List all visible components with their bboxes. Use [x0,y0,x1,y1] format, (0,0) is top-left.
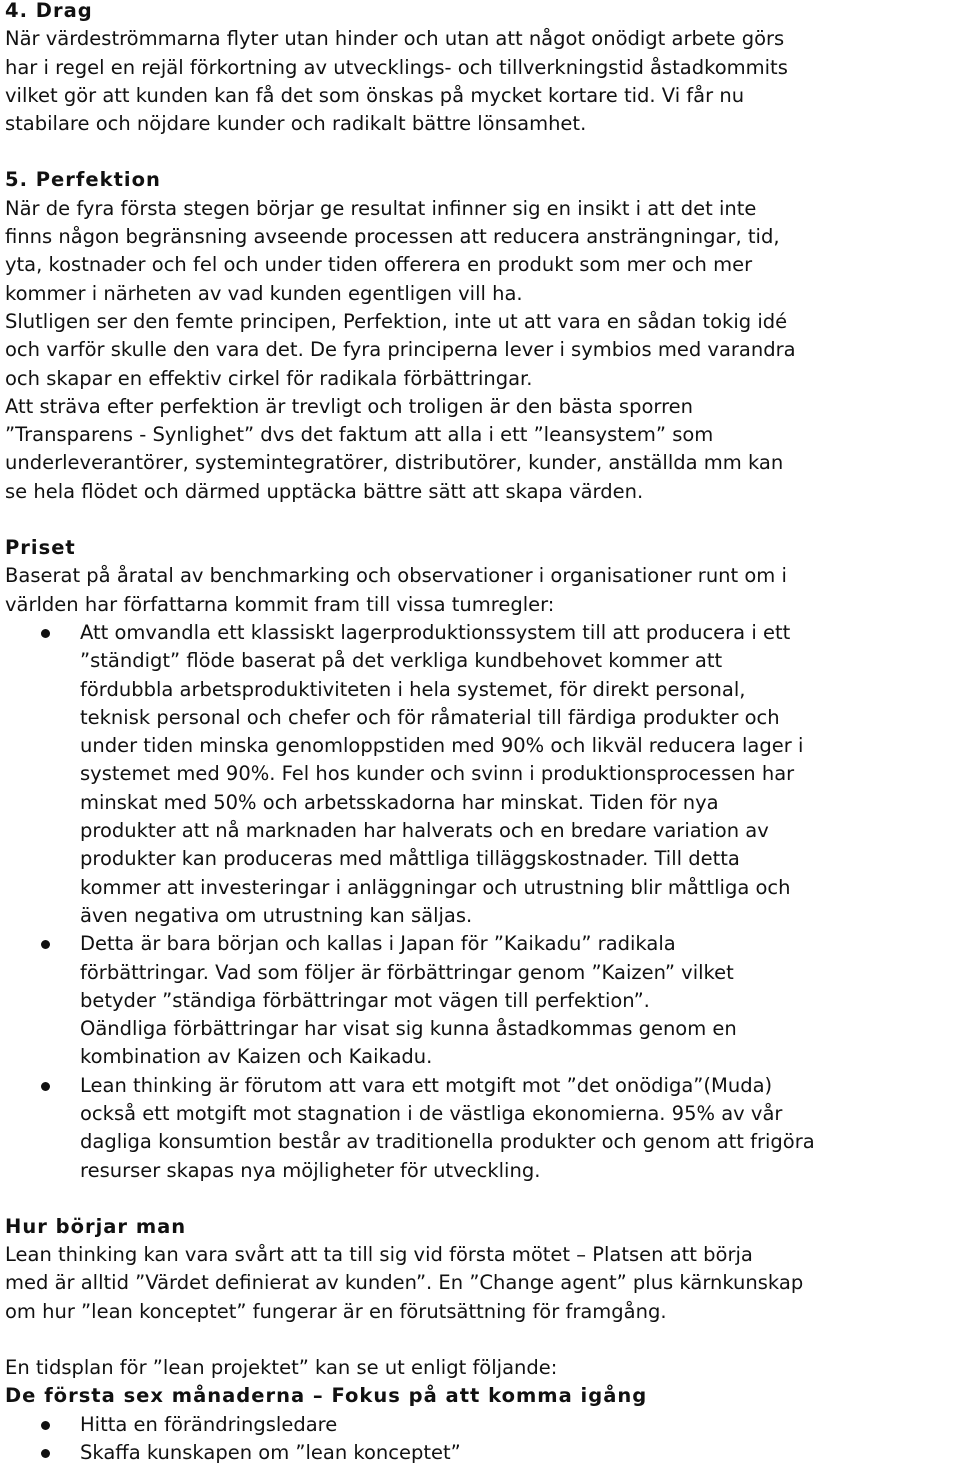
document-page [5,0,959,1467]
list-item-line: också ett motgift mot stagnation i de västliga ekonomierna. 95% av vår [80,1101,783,1125]
list-item-line: Att omvandla ett klassiskt lagerproduktionssystem till att producera i ett [80,620,791,644]
list-item [5,1439,959,1467]
paragraph-line: ”Transparens - Synlighet” dvs det faktum att alla i ett ”leansystem” som [5,423,714,447]
bullet-icon [41,1421,50,1430]
paragraph-line: Baserat på åratal av benchmarking och observationer i organisationer runt om i [5,564,787,588]
list-item-line: även negativa om utrustning kan säljas. [80,903,473,927]
section-heading-priset: Priset [5,536,76,560]
paragraph-line: finns någon begränsning avseende processen att reducera ansträngningar, tid, [5,225,780,249]
paragraph-line: underleverantörer, systemintegratörer, distributörer, kunder, anställda mm kan [5,451,784,475]
paragraph-line: yta, kostnader och fel och under tiden offerera en produkt som mer och mer [5,253,753,277]
list-item-line: Oändliga förbättringar har visat sig kunna åstadkommas genom en [80,1017,737,1041]
paragraph-line: När de fyra första stegen börjar ge resultat infinner sig en insikt i att det inte [5,196,757,220]
list-item-line: Lean thinking är förutom att vara ett motgift mot ”det onödiga”(Muda) [80,1073,773,1097]
list-item-line: dagliga konsumtion består av traditionella produkter och genom att frigöra [80,1130,815,1154]
list-item-line: ”ständigt” flöde baserat på det verkliga kundbehovet kommer att [80,649,723,673]
subheading-first-six-months: De första sex månaderna – Fokus på att komma igång [5,1384,648,1408]
list-item-line: förbättringar. Vad som följer är förbättringar genom ”Kaizen” vilket [80,960,734,984]
list-item-line: teknisk personal och chefer och för råmaterial till färdiga produkter och [80,705,780,729]
list-item-line: Detta är bara början och kallas i Japan för ”Kaikadu” radikala [80,932,676,956]
list-item [5,1411,959,1439]
list-item-line: produkter kan produceras med måttliga tilläggskostnader. Till detta [80,847,740,871]
paragraph-line: Slutligen ser den femte principen, Perfektion, inte ut att vara en sådan tokig idé [5,309,788,333]
paragraph-line: och skapar en effektiv cirkel för radikala förbättringar. [5,366,533,390]
tidsplan-bullet-list [5,1411,959,1468]
list-item-line: fördubbla arbetsproduktiviteten i hela systemet, för direkt personal, [80,677,746,701]
list-item-line: under tiden minska genomloppstiden med 90% och likväl reducera lager i [80,734,804,758]
paragraph-line: kommer i närheten av vad kunden egentligen vill ha. [5,281,523,305]
paragraph-line: se hela flödet och därmed upptäcka bättre sätt att skapa värden. [5,479,644,503]
paragraph-line: och varför skulle den vara det. De fyra principerna lever i symbios med varandra [5,338,796,362]
paragraph-line: stabilare och nöjdare kunder och radikalt bättre lönsamhet. [5,112,587,136]
spacer [5,506,959,534]
list-item-line: Hitta en förändringsledare [80,1412,338,1436]
paragraph-line: Lean thinking kan vara svårt att ta till sig vid första mötet – Platsen att börja [5,1243,753,1267]
paragraph-line: har i regel en rejäl förkortning av utvecklings- och tillverkningstid åstadkommits [5,55,788,79]
list-item-line: produkter att nå marknaden har halverats och en bredare variation av [80,819,769,843]
list-item-line: betyder ”ständiga förbättringar mot vägen till perfektion”. [80,988,650,1012]
section-heading-drag: 4. Drag [5,0,93,22]
spacer [5,1185,959,1213]
paragraph-line: En tidsplan för ”lean projektet” kan se ut enligt följande: [5,1356,558,1380]
bullet-icon [41,1082,50,1091]
spacer [5,138,959,166]
list-item [5,1072,959,1185]
list-item [5,619,959,930]
bullet-icon [41,940,50,949]
list-item-line: resurser skapas nya möjligheter för utveckling. [80,1158,541,1182]
paragraph-line: om hur ”lean konceptet” fungerar är en förutsättning för framgång. [5,1299,667,1323]
list-item-line: kommer att investeringar i anläggningar och utrustning blir måttliga och [80,875,791,899]
bullet-icon [41,629,50,638]
paragraph-line: När värdeströmmarna flyter utan hinder och utan att något onödigt arbete görs [5,27,785,51]
paragraph-line: med är alltid ”Värdet definierat av kunden”. En ”Change agent” plus kärnkunskap [5,1271,804,1295]
list-item-line: Skaffa kunskapen om ”lean konceptet” [80,1440,461,1464]
paragraph-line: världen har författarna kommit fram till vissa tumregler: [5,592,555,616]
list-item [5,930,959,1071]
paragraph-line: Att sträva efter perfektion är trevligt och troligen är den bästa sporren [5,394,694,418]
section-heading-hur-borjar-man: Hur börjar man [5,1214,187,1238]
spacer [5,1326,959,1354]
list-item-line: minskat med 50% och arbetsskadorna har minskat. Tiden för nya [80,790,719,814]
section-heading-perfektion: 5. Perfektion [5,168,161,192]
list-item-line: kombination av Kaizen och Kaikadu. [80,1045,433,1069]
list-item-line: systemet med 90%. Fel hos kunder och svinn i produktionsprocessen har [80,762,795,786]
bullet-icon [41,1449,50,1458]
paragraph-line: vilket gör att kunden kan få det som önskas på mycket kortare tid. Vi får nu [5,83,745,107]
priset-bullet-list [5,619,959,1185]
